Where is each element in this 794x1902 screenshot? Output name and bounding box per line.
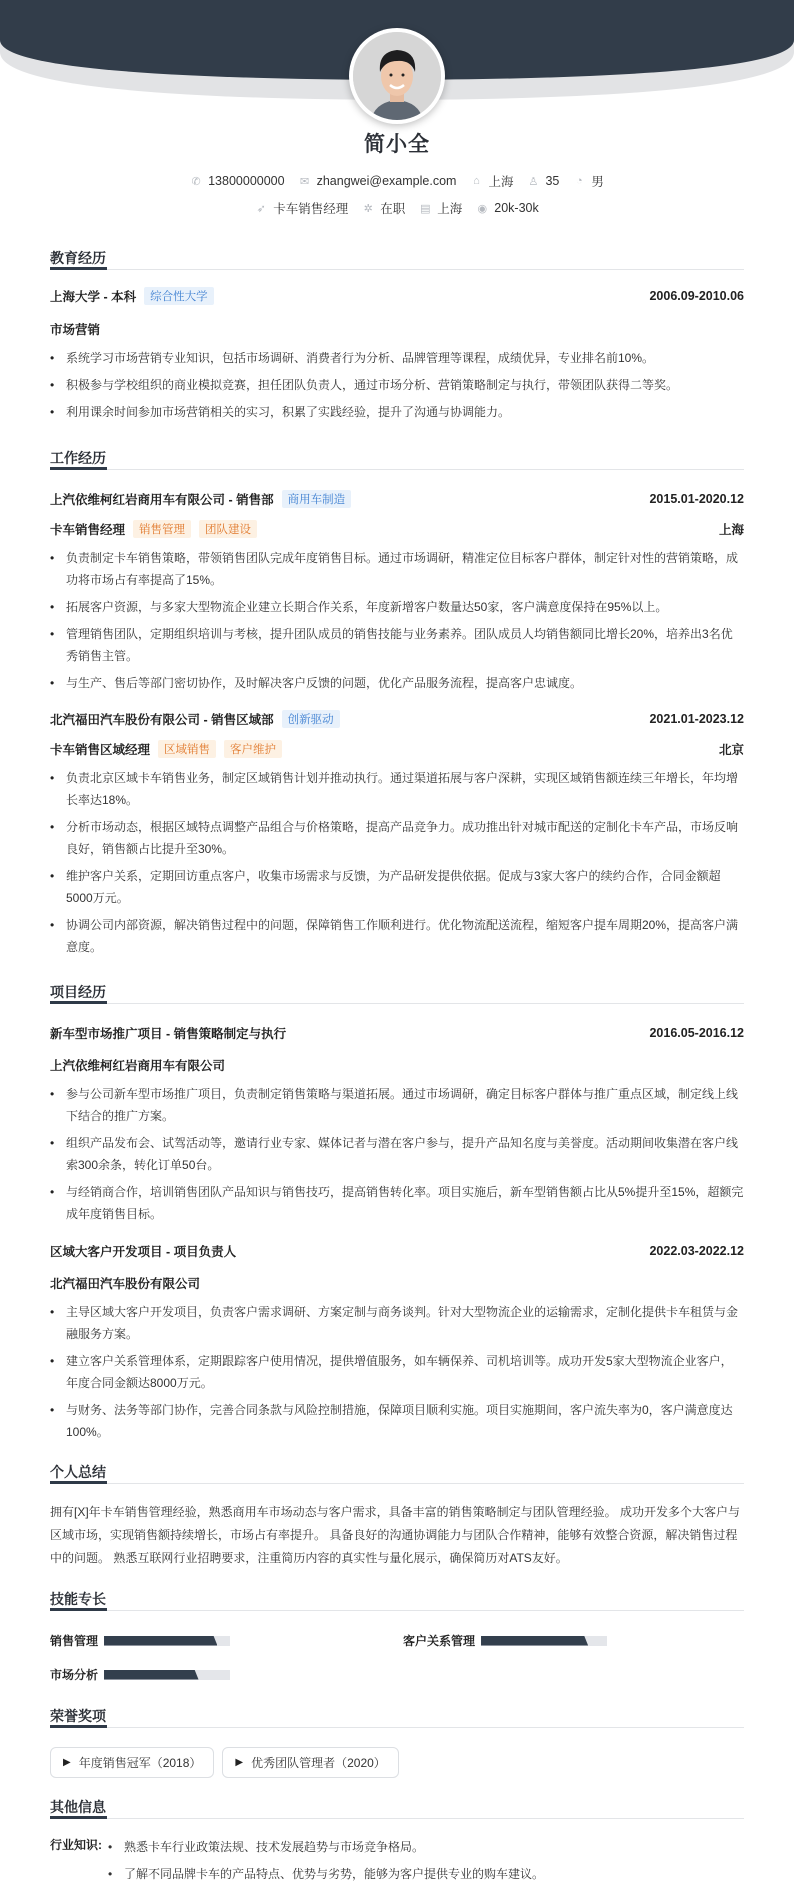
list-item: • 与生产、售后等部门密切协作，及时解决客户反馈的问题，优化产品服务流程，提高客户忠诚度。 [50,672,744,694]
list-item: • 熟悉卡车行业政策法规、技术发展趋势与市场竞争格局。 [108,1836,728,1858]
work-bullets [50,547,744,699]
education-bullets [50,347,744,428]
salary-icon: ◉ [477,202,488,215]
skill-tag: 销售管理 [133,520,191,538]
contact-row-primary [0,172,794,190]
section-education-title: 教育经历 [50,248,744,270]
project-name: 新车型市场推广项目 - 销售策略制定与执行 [50,1027,287,1041]
project-company: 上汽依维柯红岩商用车有限公司 [50,1059,226,1073]
other-label: 行业知识: [50,1838,102,1852]
section-other-title: 其他信息 [50,1797,744,1819]
list-item: • 建立客户关系管理体系，定期跟踪客户使用情况，提供增值服务，如车辆保养、司机培训等。成功开发5家大型物流企业客户，年度合同金额达8000万元。 [50,1350,744,1394]
project-item-header [50,1024,744,1042]
contact-phone[interactable] [190,174,284,188]
industry-tag: 商用车制造 [282,490,352,508]
skill-tag: 客户维护 [224,740,282,758]
list-item: • 分析市场动态，根据区域特点调整产品组合与价格策略，提高产品竞争力。成功推出针对城市配送的定制化卡车产品，市场反响良好，销售额占比提升至30%。 [50,816,744,860]
list-item: • 拓展客户资源，与多家大型物流企业建立长期合作关系，年度新增客户数量达50家，客户满意度保持在95%以上。 [50,596,744,618]
work-item-position [50,520,744,538]
project-item-header [50,1242,744,1260]
target-position [255,199,348,217]
section-work-title: 工作经历 [50,448,744,470]
school-type-tag: 综合性大学 [144,287,214,305]
education-major: 市场营销 [50,323,101,337]
award-item[interactable] [50,1747,214,1778]
list-item: • 主导区域大客户开发项目，负责客户需求调研、方案定制与商务谈判。针对大型物流企业的运输需求，定制化提供卡车租赁与金融服务方案。 [50,1301,744,1345]
contact-email[interactable] [299,174,457,188]
skill-name: 销售管理 [50,1634,99,1648]
work-item-position [50,740,744,758]
contact-row-secondary [0,199,794,217]
skill-tag: 区域销售 [158,740,216,758]
target-city-value: 上海 [437,202,463,216]
avatar-photo-icon [353,32,441,120]
list-item: • 负责北京区域卡车销售业务，制定区域销售计划并推动执行。通过渠道拓展与客户深耕，实现区域销售额连续三年增长，年均增长率达18%。 [50,767,744,811]
position-title: 卡车销售区域经理 [50,743,151,757]
project-date: 2022.03-2022.12 [649,1244,744,1258]
awards-list [50,1747,399,1778]
skill-item [50,1632,230,1649]
job-status-value: 在职 [380,202,406,216]
target-position-value: 卡车销售经理 [273,202,349,216]
gender-value: 男 [591,175,604,189]
email-icon: ✉ [299,175,310,188]
other-bullets [108,1836,728,1890]
project-date: 2016.05-2016.12 [649,1026,744,1040]
home-icon: ⌂ [473,175,480,187]
section-skills-title: 技能专长 [50,1589,744,1611]
industry-tag: 创新驱动 [282,710,340,728]
avatar-frame [349,28,445,124]
triangle-right-icon: ▶ [63,1757,71,1768]
skill-bar [481,1636,607,1646]
company-name: 北汽福田汽车股份有限公司 - 销售区域部 [50,713,274,727]
phone-value: 13800000000 [208,174,285,188]
work-item-header [50,710,744,728]
skill-item [50,1666,230,1683]
phone-icon: ✆ [191,175,201,188]
award-item[interactable] [222,1747,398,1778]
project-name: 区域大客户开发项目 - 项目负责人 [50,1245,237,1259]
skill-name: 市场分析 [50,1668,99,1682]
list-item: • 系统学习市场营销专业知识，包括市场调研、消费者行为分析、品牌管理等课程，成绩优异，专业排名前10%。 [50,347,744,369]
summary-text: 拥有[X]年卡车销售管理经验，熟悉商用车市场动态与客户需求，具备丰富的销售策略制定与团队管理经验。 成功开发多个大客户与区域市场，实现销售额持续增长，市场占有率提升。 具备良好的沟通协调能力与团队合作精神，能够有效整合资源，解决销售过程中的问题。 熟悉互联网行业招聘要求，注重简历内容的真实性与量化展示，确保简历对ATS友好。 [50,1505,741,1565]
job-status [362,199,405,217]
work-bullets [50,767,744,963]
contact-gender [573,172,604,190]
gender-icon: ◔ [576,175,583,187]
section-summary-title: 个人总结 [50,1462,744,1484]
work-date: 2015.01-2020.12 [649,492,744,506]
contact-city [470,172,513,190]
skill-bar [104,1636,230,1646]
skill-name: 客户关系管理 [403,1634,476,1648]
list-item: • 与财务、法务等部门协作，完善合同条款与风险控制措施，保障项目顺利实施。项目实施期间，客户流失率为0，客户满意度达100%。 [50,1399,744,1443]
skill-bar-fill [481,1636,588,1646]
target-city [419,199,462,217]
skill-item [403,1632,607,1649]
expected-salary [476,201,538,215]
work-item-header [50,490,744,508]
triangle-right-icon: ▶ [235,1757,244,1768]
education-item-header [50,287,744,305]
award-label: 年度销售冠军（2018） [78,1756,202,1770]
project-bullets [50,1301,744,1448]
age-icon: ♙ [528,175,539,188]
email-value: zhangwei@example.com [316,174,457,188]
school-name: 上海大学 - 本科 [50,290,137,304]
list-item: • 利用课余时间参加市场营销相关的实习，积累了实践经验，提升了沟通与协调能力。 [50,401,744,423]
project-bullets [50,1083,744,1230]
skill-tag: 团队建设 [199,520,257,538]
list-item: • 了解不同品牌卡车的产品特点、优势与劣势，能够为客户提供专业的购车建议。 [108,1863,728,1885]
building-icon: ▤ [420,202,431,215]
list-item: • 参与公司新车型市场推广项目，负责制定销售策略与渠道拓展。通过市场调研，确定目标客户群体与推广重点区域，制定线上线下结合的推广方案。 [50,1083,744,1127]
award-label: 优秀团队管理者（2020） [251,1756,386,1770]
list-item: • 组织产品发布会、试驾活动等，邀请行业专家、媒体记者与潜在客户参与，提升产品知名度与美誉度。活动期间收集潜在客户线索300余条，转化订单50台。 [50,1132,744,1176]
avatar [353,32,441,120]
candidate-name: 简小全 [364,133,430,156]
list-item: • 与经销商合作，培训销售团队产品知识与销售技巧，提高销售转化率。项目实施后，新车型销售额占比从5%提升至15%，超额完成年度销售目标。 [50,1181,744,1225]
list-item: • 负责制定卡车销售策略，带领销售团队完成年度销售目标。通过市场调研，精准定位目标客户群体，制定针对性的营销策略，成功将市场占有率提高了15%。 [50,547,744,591]
list-item: • 积极参与学校组织的商业模拟竞赛，担任团队负责人，通过市场分析、营销策略制定与执行，带领团队获得二等奖。 [50,374,744,396]
company-name: 上汽依维柯红岩商用车有限公司 - 销售部 [50,493,274,507]
work-location: 北京 [718,743,744,757]
send-icon: ➶ [256,202,266,215]
skill-bar-fill [104,1636,217,1646]
skill-bar-fill [104,1670,199,1680]
section-projects-title: 项目经历 [50,982,744,1004]
list-item: • 维护客户关系，定期回访重点客户，收集市场需求与反馈，为产品研发提供依据。促成与3家大客户的续约合作，合同金额超5000万元。 [50,865,744,909]
section-awards-title: 荣誉奖项 [50,1706,744,1728]
position-title: 卡车销售经理 [50,523,126,537]
status-icon: ✲ [363,202,373,215]
salary-value: 20k-30k [494,201,539,215]
project-company: 北汽福田汽车股份有限公司 [50,1277,201,1291]
skill-bar [104,1670,230,1680]
city-value: 上海 [488,175,514,189]
education-date: 2006.09-2010.06 [649,289,744,303]
age-value: 35 [545,174,560,188]
work-location: 上海 [718,523,744,537]
list-item: • 管理销售团队，定期组织培训与考核，提升团队成员的销售技能与业务素养。团队成员人均销售额同比增长20%，培养出3名优秀销售主管。 [50,623,744,667]
list-item: • 协调公司内部资源，解决销售过程中的问题，保障销售工作顺利进行。优化物流配送流程，缩短客户提车周期20%，提高客户满意度。 [50,914,744,958]
contact-age [527,174,559,188]
work-date: 2021.01-2023.12 [649,712,744,726]
